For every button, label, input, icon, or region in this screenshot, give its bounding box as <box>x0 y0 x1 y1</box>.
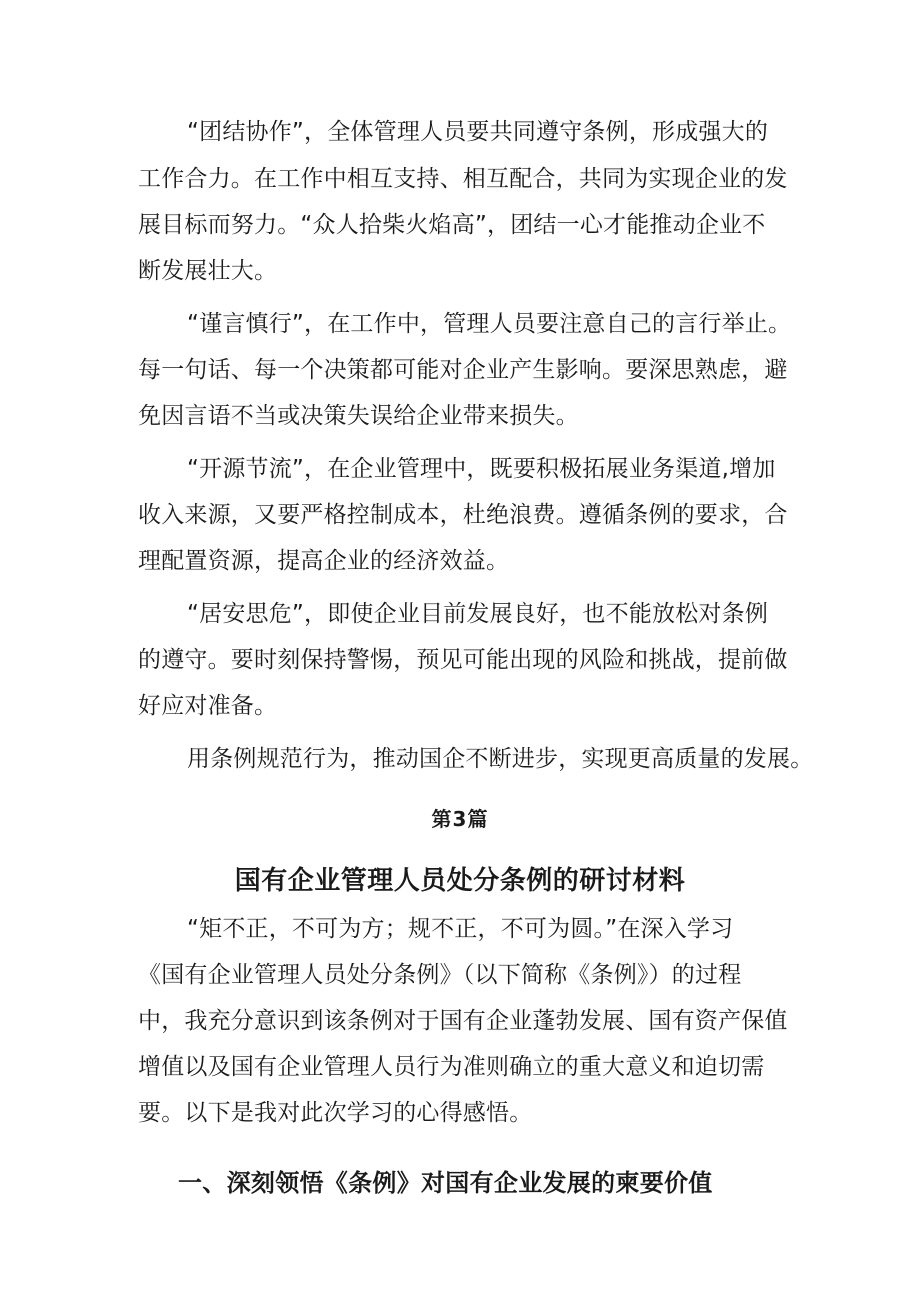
text-line: “矩不正，不可为方；规不正，不可为圆。”在深入学习 <box>187 916 734 942</box>
text-line: 理配置资源，提高企业的经济效益。 <box>138 548 510 574</box>
section-number: 第3篇 <box>431 807 489 831</box>
text-line: 好应对准备。 <box>138 693 278 719</box>
text-line: “谨言慎行”，在工作中，管理人员要注意自己的言行举止。 <box>187 311 792 337</box>
text-line: 用条例规范行为，推动国企不断进步，实现更高质量的发展。 <box>187 746 814 772</box>
text-line: 要。以下是我对此次学习的心得感悟。 <box>138 1100 533 1126</box>
text-line: 展目标而努力。“众人拾柴火焰高”，团结一心才能推动企业不 <box>138 212 766 238</box>
text-line: 每一句话、每一个决策都可能对企业产生影响。要深思熟虑，避 <box>138 357 788 383</box>
text-line: 中，我充分意识到该条例对于国有企业蓬勃发展、国有资产保值 <box>138 1008 788 1034</box>
text-line: 工作合力。在工作中相互支持、相互配合，共同为实现企业的发 <box>138 166 788 192</box>
text-line: “团结协作”，全体管理人员要共同遵守条例，形成强大的 <box>187 119 769 145</box>
text-line: 《国有企业管理人员处分条例》（以下简称《条例》）的过程 <box>138 962 742 988</box>
text-line: 收入来源，又要严格控制成本，杜绝浪费。遵循条例的要求，合 <box>138 502 788 528</box>
text-line: “开源节流”，在企业管理中，既要积极拓展业务渠道,增加 <box>187 456 776 482</box>
text-line: 断发展壮大。 <box>138 258 278 284</box>
section-heading: 一、深刻领悟《条例》对国有企业发展的柬要价值 <box>178 1169 713 1197</box>
text-line: 的遵守。要时刻保持警惕，预见可能出现的风险和挑战，提前做 <box>138 647 788 673</box>
text-line: 增值以及国有企业管理人员行为准则确立的重大意义和迫切需 <box>138 1054 765 1080</box>
text-line: 免因言语不当或决策失误给企业带来损失。 <box>138 403 579 429</box>
text-line: “居安思危”，即使企业目前发展良好，也不能放松对条例 <box>187 601 769 627</box>
document-title: 国有企业管理人员处分条例的研讨材料 <box>234 866 686 896</box>
